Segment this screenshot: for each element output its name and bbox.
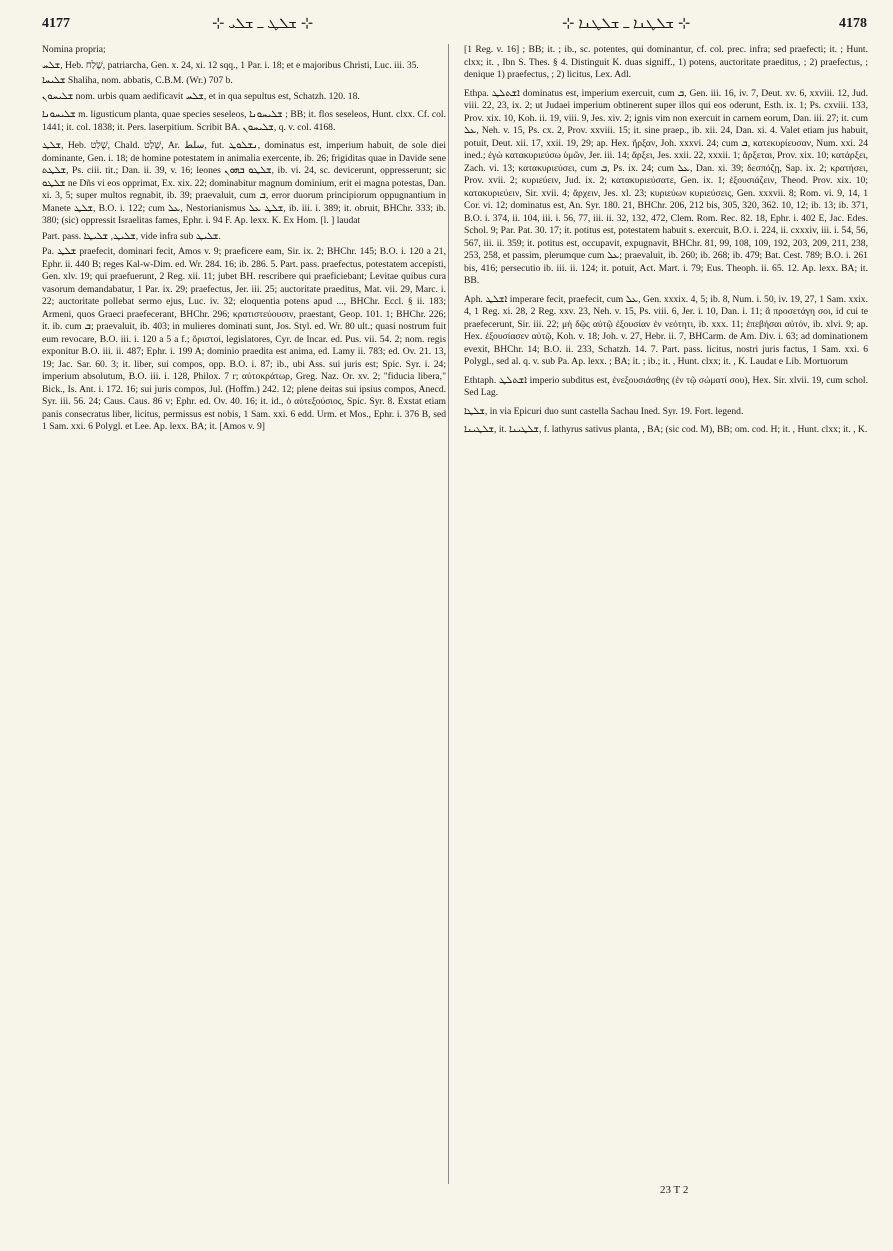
entry-aph: Aph. ܐܫܠܛ imperare fecit, praefecit, cum ܥܠ, Gen. xxxix. 4, 5; ib. 8, Num. i. 50, iv. 19, 27, 1 Sam. xxix. 4, 1 Reg. xi. 28, 2 Reg. xxv. 23, Neh. v. 15, Ps. viii. 6, Jer. i. 10, Dan. i. 11; ἃ προσετάγη σοι, id cui te praefecerunt, Sir. iii. 22; μὴ δῷς αὐτῷ ἐξουσίαν ἐν νεότητι, ib. xxx. 11; ἐπεβήσαι αὐτόν, ib. xlvi. 9; ap. Hex. ἐξουσίασεν αὐτῷ, Koh. v. 18; Joh. v. 27, Hebr. ii. 7, BHCarm. de Am. Div. i. 63; ad dominationem evexit, BHChr. 14; B.O. ii. 233, Schatzh. 14. 7. Part. pass. licitus, nostri juris factus, 1 Sam. xxi. 6 Polygl., sed al. q. v. sub Pa. Ap. lexx. ; BA; it. ; ib.; it. , Hunt. clxx; it. , K. Laudat e Lib. Mortuorum [464, 293, 868, 367]
entry-part-pass: Part. pass. ܫܠܝܛ, ܫܠܝܛܐ, vide infra sub ܫܠܝܛ. [42, 230, 221, 242]
entry-shlat: ܫܠܛ, Heb. שָׁלַט, Chald. שְׁלַט, Ar. سلط, fut. ܢܫܠܘܛ, dominatus est, imperium habuit, de sole diei dominante, Gen. i. 18; de homine potestatem in animalia exercente, ib. 26; frigiditas quae in Davide sene ܫܠܛܬ, Ps. ciii. tit.; Dan. ii. 39, v. 16; leones ܫܠܛܘ ܒܗܘܢ, ib. vi. 24, sc. devicerunt, oppresserunt; sic ܫܠܛܘ ne Dñs vi eos opprimat, Ex. xix. 22; dominabitur magnum dominium, erit ei magna potestas, Dan. xi. 3, 5; super multos regnabit, ib. 39; praevaluit, cum ܒ, error duorum principiorum oppugnantium in Manete ܫܠܛ, B.O. i. 122; cum ܥܠ, Nestorianismus ܫܠܛ ܥܠ, ib. iii. i. 389; it. obruit, BHChr. 333; ib. 380; (sic) oppressit Israelitas fames, Ephr. i. 94 F. Ap. lexx. K. Ex Hom. [l. ] laudat [42, 140, 446, 226]
page-number-left: 4177 [42, 16, 70, 31]
signature-mark: 23 T 2 [660, 1184, 689, 1196]
running-title-left: ⊹ ܫܠܛ ـ ܫܠܝ ⊹ [212, 16, 314, 32]
right-column [464, 44, 868, 440]
running-title-right: ⊹ ܫܠܛܢܐ ـ ܫܠܛܢܐ ⊹ [562, 16, 691, 32]
entry-castella: ܫܠܛܐ, in via Epicuri duo sunt castella Sachau Ined. Syr. 19. Fort. legend. [464, 405, 744, 417]
entry-shalah: ܫܠܚ, Heb. שָׁלַח, patriarcha, Gen. x. 24, xi. 12 sqq., 1 Par. i. 18; et e majoribus Christi, Luc. iii. 35. [42, 59, 419, 71]
entry-continued: [1 Reg. v. 16] ; BB; it. ; ib., sc. potentes, qui dominantur, cf. col. prec. infra; sed praefecti; it. ; Hunt. clxx; it. , Ibn S. Thes. § 4. Distinguit K. duas signiff., 1) potens, auctoritate praeditus, ; 2) praefectus, ; denique 1) praefectus, ; 2) licitus, Lex. Adl. [464, 44, 868, 80]
entry-ethpa: Ethpa. ܐܫܬܠܛ dominatus est, imperium exercuit, cum ܒ, Gen. iii. 16, iv. 7, Deut. xv. 6, xxviii. 12, Jud. viii. 22, 23, ix. 2; ut Judaei imperium obtinerent super illos qui eos oderunt, Esth. ix. 1; Ps. cxviii. 133, Prov. xix. 10, Koh. ii. 19, viii. 9, Jes. xiv. 2; ignis vim non exercuit in carnem eorum, Dan. iii. 27; it. cum ܥܠ, Neh. v. 15, Ps. cx. 2, Prov. xxviii. 15; it. sine praep., ib. xii. 24, Dan. xi. 4. Valet etiam jus habuit, potuit, Deut. xii. 17, xxii. 19, 29; ap. Hex. ἤρξαν, Joh. xxxvi. 24; cum ܒ, κατεκυρίευσαν, Num. xxi. 24 ined.; ἐγὼ κατακυριεύσω ὑμῶν, Jer. iii. 14; ἄρξει, Jes. xxii. 22, xxxii. 1; ἄρξεται, Prov. xix. 10; κατάρξει, Zach. vi. 13; κατακυριεύσει, cum ܒ, Ps. ix. 24; cum ܥܠ, Dan. xi. 39; δεσπόζῃ, Sap. ix. 2; κρατήσει, Prov. xvii. 2; κυριεύειν, Jud. ix. 2; κατακυριεύσατε, Gen. ix. 1; ἐξουσιάζειν, Theod. Prov. xix. 10; κατακυριεύειν, Sir. xvii. 4; ἄρχειν, Jes. xl. 23; κυριεύων κυριεύσεις, Gen. xxxvii. 8; Rom. vi. 9, 14, 1 Cor. vi. 12; dominatus est, An. Syr. 180. 21, BHChr. 206, 212 bis, 305, 320, 362. 10, 12; ib. 13; ib. 371, B.O. i. 374, ii. 104, iii. i. 56, 77, iii. ii. 32, 132, 472, Clem. Rom. Rec. 82. 18, Ephr. i. 402 E, Jac. Edes. Schol. 9; Par. Pat. 30. 17; it. potitus est, potestatem habuit s. exercuit, B.O. i. 224, ii. cxxxiv, iii. i. 54, 56, 567, iii. ii. 359; it. potitus est, occupavit, expugnavit, BHChr. 81, 99, 108, 109, 192, 203, 209, 211, 238, 253, 258, et passim, plerumque cum ܥܠ; praevaluit, ib. 260; ib. 268; ib. 479; Bat. Cest. 789; B.O. i. 261 bis, 416; persecutio ib. iii. ii. 124; it. potuit, Act. Mart. i. 79; Eus. Theoph. ii. 65. 12. Ap. lexx. BA; it. BB. [464, 87, 868, 286]
entry-shalihon: ܫܠܝܚܘܢ nom. urbis quam aedificavit ܫܠܚ, et in qua sepultus est, Schatzh. 120. 18. [42, 90, 360, 102]
entry-lathyrus: ܫܠܛܝܢܐ, it. ܫܠܛܝܢܐ, f. lathyrus sativus planta, , BA; (sic cod. M), BB; om. cod. H; it. , Hunt. clxx; it. , K. [464, 424, 868, 435]
page-number-right: 4178 [839, 16, 867, 31]
entry-shaliha: ܫܠܝܚܐ Shaliha, nom. abbatis, C.B.M. (Wr.) 707 b. [42, 75, 233, 86]
column-divider [448, 44, 449, 1184]
entry-ethtaph: Ethtaph. ܐܫܬܠܛ imperio subditus est, ἐνεξουσιάσθης (ἐν τῷ σώματί σου), Hex. Sir. xlvii. 19, cum schol. Sed Lag. [464, 374, 868, 398]
entry-nomina-propria: Nomina propria; [42, 44, 106, 55]
entry-pael: Pa. ܫܠܛ praefecit, dominari fecit, Amos v. 9; praeficere eam, Sir. ix. 2; BHChr. 145; B.O. i. 120 a 21, Ephr. ii. 440 B; reges Kal-w-Dim. ed. Wr. 284. 16; ib. 286. 5. Part. pass. praefectus, potestatem accepisti, Gen. xlv. 19; qui praefuerunt, 2 Reg. xii. 11; jubet BH. rescribere qui praeficiebant; Levitae quibus cura vasorum demandabatur, 1 Par. ix. 29; praefectus, Jer. iii. 25; auctoritate praeditus, Mat. vii. 29, Marc. i. 22; auctoritate pollebat sermo ejus, Luc. iv. 32; eloquentia potens apud ..., BHChr. Eccl. § ii. 183; Armeni, quos Graeci praefecerant, BHChr. 296; κρατιστεύουσιν, praestant, Geop. 101. 1; BHChr. 226; it. ib. cum ܒ; praevaluit, ib. 403; in mulieres dominati sunt, Jos. Styl. ed. Wr. 80 ult.; quasi nostrum fuit eum revocare, B.O. iii. i. 120 a 5 a f.; ὅριστοί, legislatores, Cyr. de Incar. ed. Pus. vii. 54. 2; nom. regis exponitur B.O. iii. ii. 487; Ephr. i. 199 A; dominio praedita est anima, ed. Lamy ii. 783; ed. Ov. 21. 13, 19; Jac. Sar. 60. 3; it. liber, sui compos, opp. B.O. i. 87; ib., ubi Ass. sui juris est; Spic. Syr. i. 24; imperium absolutum, B.O. iii. i. 128, Philox. 7 r; αὐτοκράτωρ, Greg. Naz. Or. xv. 2; "fiducia libera," Bick., Is. Ant. i. 172. 16; sui juris compos, Jul. (Hoffm.) 242. 12; plene deitas sui ipsius compos, Anecd. Syr. iii. 56. 24; Caus. Caus. 86 v; Ephr. ed. Ov. 40. 16; it. id., ὁ αὐτεξούσιος, Spic. Syr. 8. Exstat etiam panis consecratus liber, licitus, permissus est nobis, 1 Sam. xxi. 6 edd. Urm. et Mos., Ephr. i. 376 B, sed 1 Sam. xxi. 6 Polygl. et Lee. Ap. lexx. BA; it. [Amos v. 9] [42, 246, 446, 432]
page-header [42, 10, 867, 38]
entry-ligusticum: ܫܠܝܚܘܢܐ m. ligusticum planta, quae species seseleos, ܫܠܝܚܘܢܐ ; BB; it. flos seseleos, Hunt. clxx. Cf. col. 1441; it. col. 1838; it. Pers. laserpitium. Scribit BA. ܫܠܝܚܘܢ, q. v. col. 4168. [42, 109, 446, 133]
left-column [42, 44, 446, 437]
